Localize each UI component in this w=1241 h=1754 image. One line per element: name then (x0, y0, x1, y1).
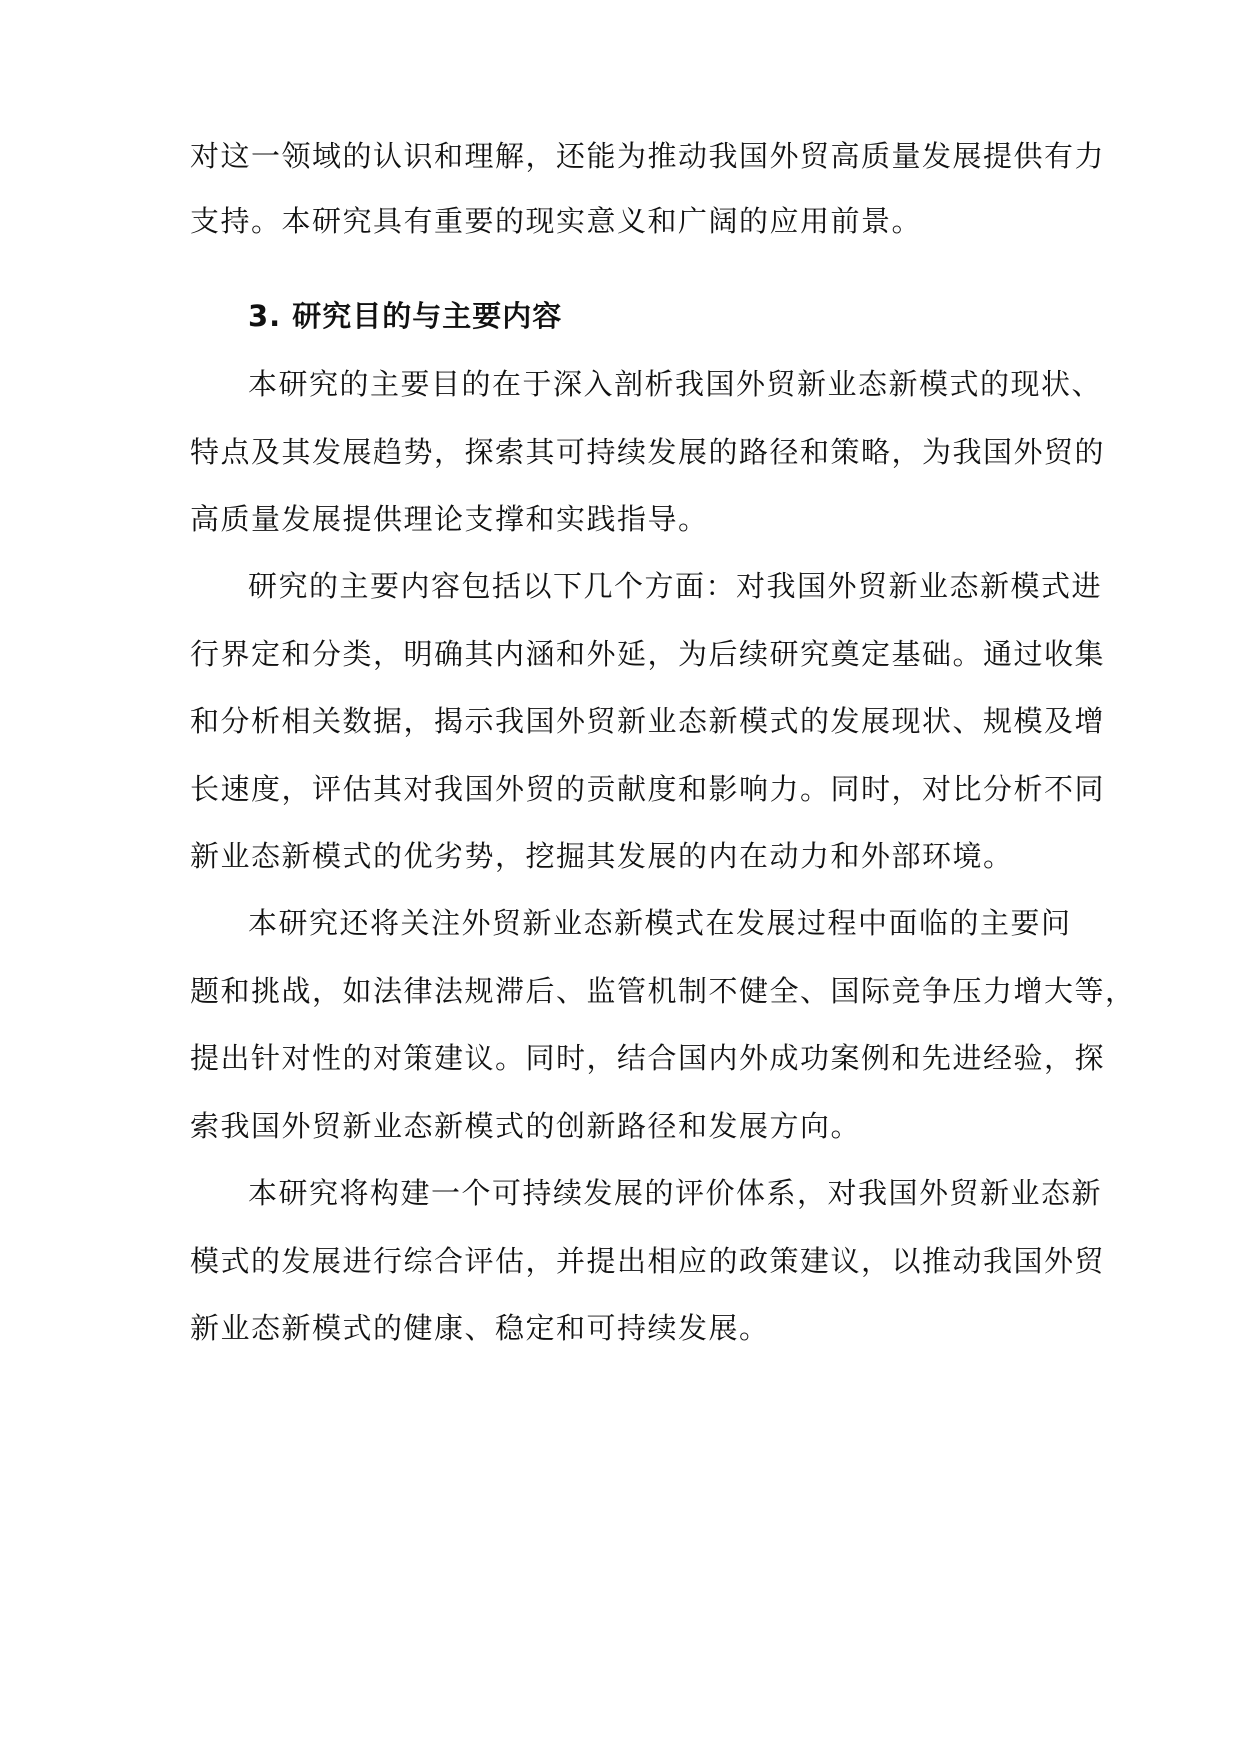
intro-line-2: 支持。本研究具有重要的现实意义和广阔的应用前景。 (190, 204, 923, 238)
paragraph-4-line-1: 本研究将构建一个可持续发展的评价体系，对我国外贸新业态新 (248, 1176, 1103, 1210)
paragraph-3-line-4: 索我国外贸新业态新模式的创新路径和发展方向。 (190, 1109, 862, 1143)
paragraph-2-line-1: 研究的主要内容包括以下几个方面：对我国外贸新业态新模式进 (248, 569, 1103, 603)
paragraph-2-line-3: 和分析相关数据，揭示我国外贸新业态新模式的发展现状、规模及增 (190, 704, 1106, 738)
paragraph-3-line-3: 提出针对性的对策建议。同时，结合国内外成功案例和先进经验，探 (190, 1041, 1106, 1075)
section-heading: 3. 研究目的与主要内容 (248, 299, 563, 333)
paragraph-3-line-1: 本研究还将关注外贸新业态新模式在发展过程中面临的主要问 (248, 906, 1072, 940)
paragraph-2-line-4: 长速度，评估其对我国外贸的贡献度和影响力。同时，对比分析不同 (190, 772, 1106, 806)
paragraph-2-line-2: 行界定和分类，明确其内涵和外延，为后续研究奠定基础。通过收集 (190, 637, 1106, 671)
paragraph-1-line-1: 本研究的主要目的在于深入剖析我国外贸新业态新模式的现状、 (248, 367, 1103, 401)
paragraph-4-line-3: 新业态新模式的健康、稳定和可持续发展。 (190, 1311, 770, 1345)
paragraph-3-line-2: 题和挑战，如法律法规滞后、监管机制不健全、国际竞争压力增大等， (190, 974, 1136, 1008)
paragraph-1-line-3: 高质量发展提供理论支撑和实践指导。 (190, 502, 709, 536)
intro-line-1: 对这一领域的认识和理解，还能为推动我国外贸高质量发展提供有力 (190, 139, 1106, 173)
paragraph-2-line-5: 新业态新模式的优劣势，挖掘其发展的内在动力和外部环境。 (190, 839, 1014, 873)
paragraph-1-line-2: 特点及其发展趋势，探索其可持续发展的路径和策略，为我国外贸的 (190, 435, 1106, 469)
paragraph-4-line-2: 模式的发展进行综合评估，并提出相应的政策建议，以推动我国外贸 (190, 1244, 1106, 1278)
